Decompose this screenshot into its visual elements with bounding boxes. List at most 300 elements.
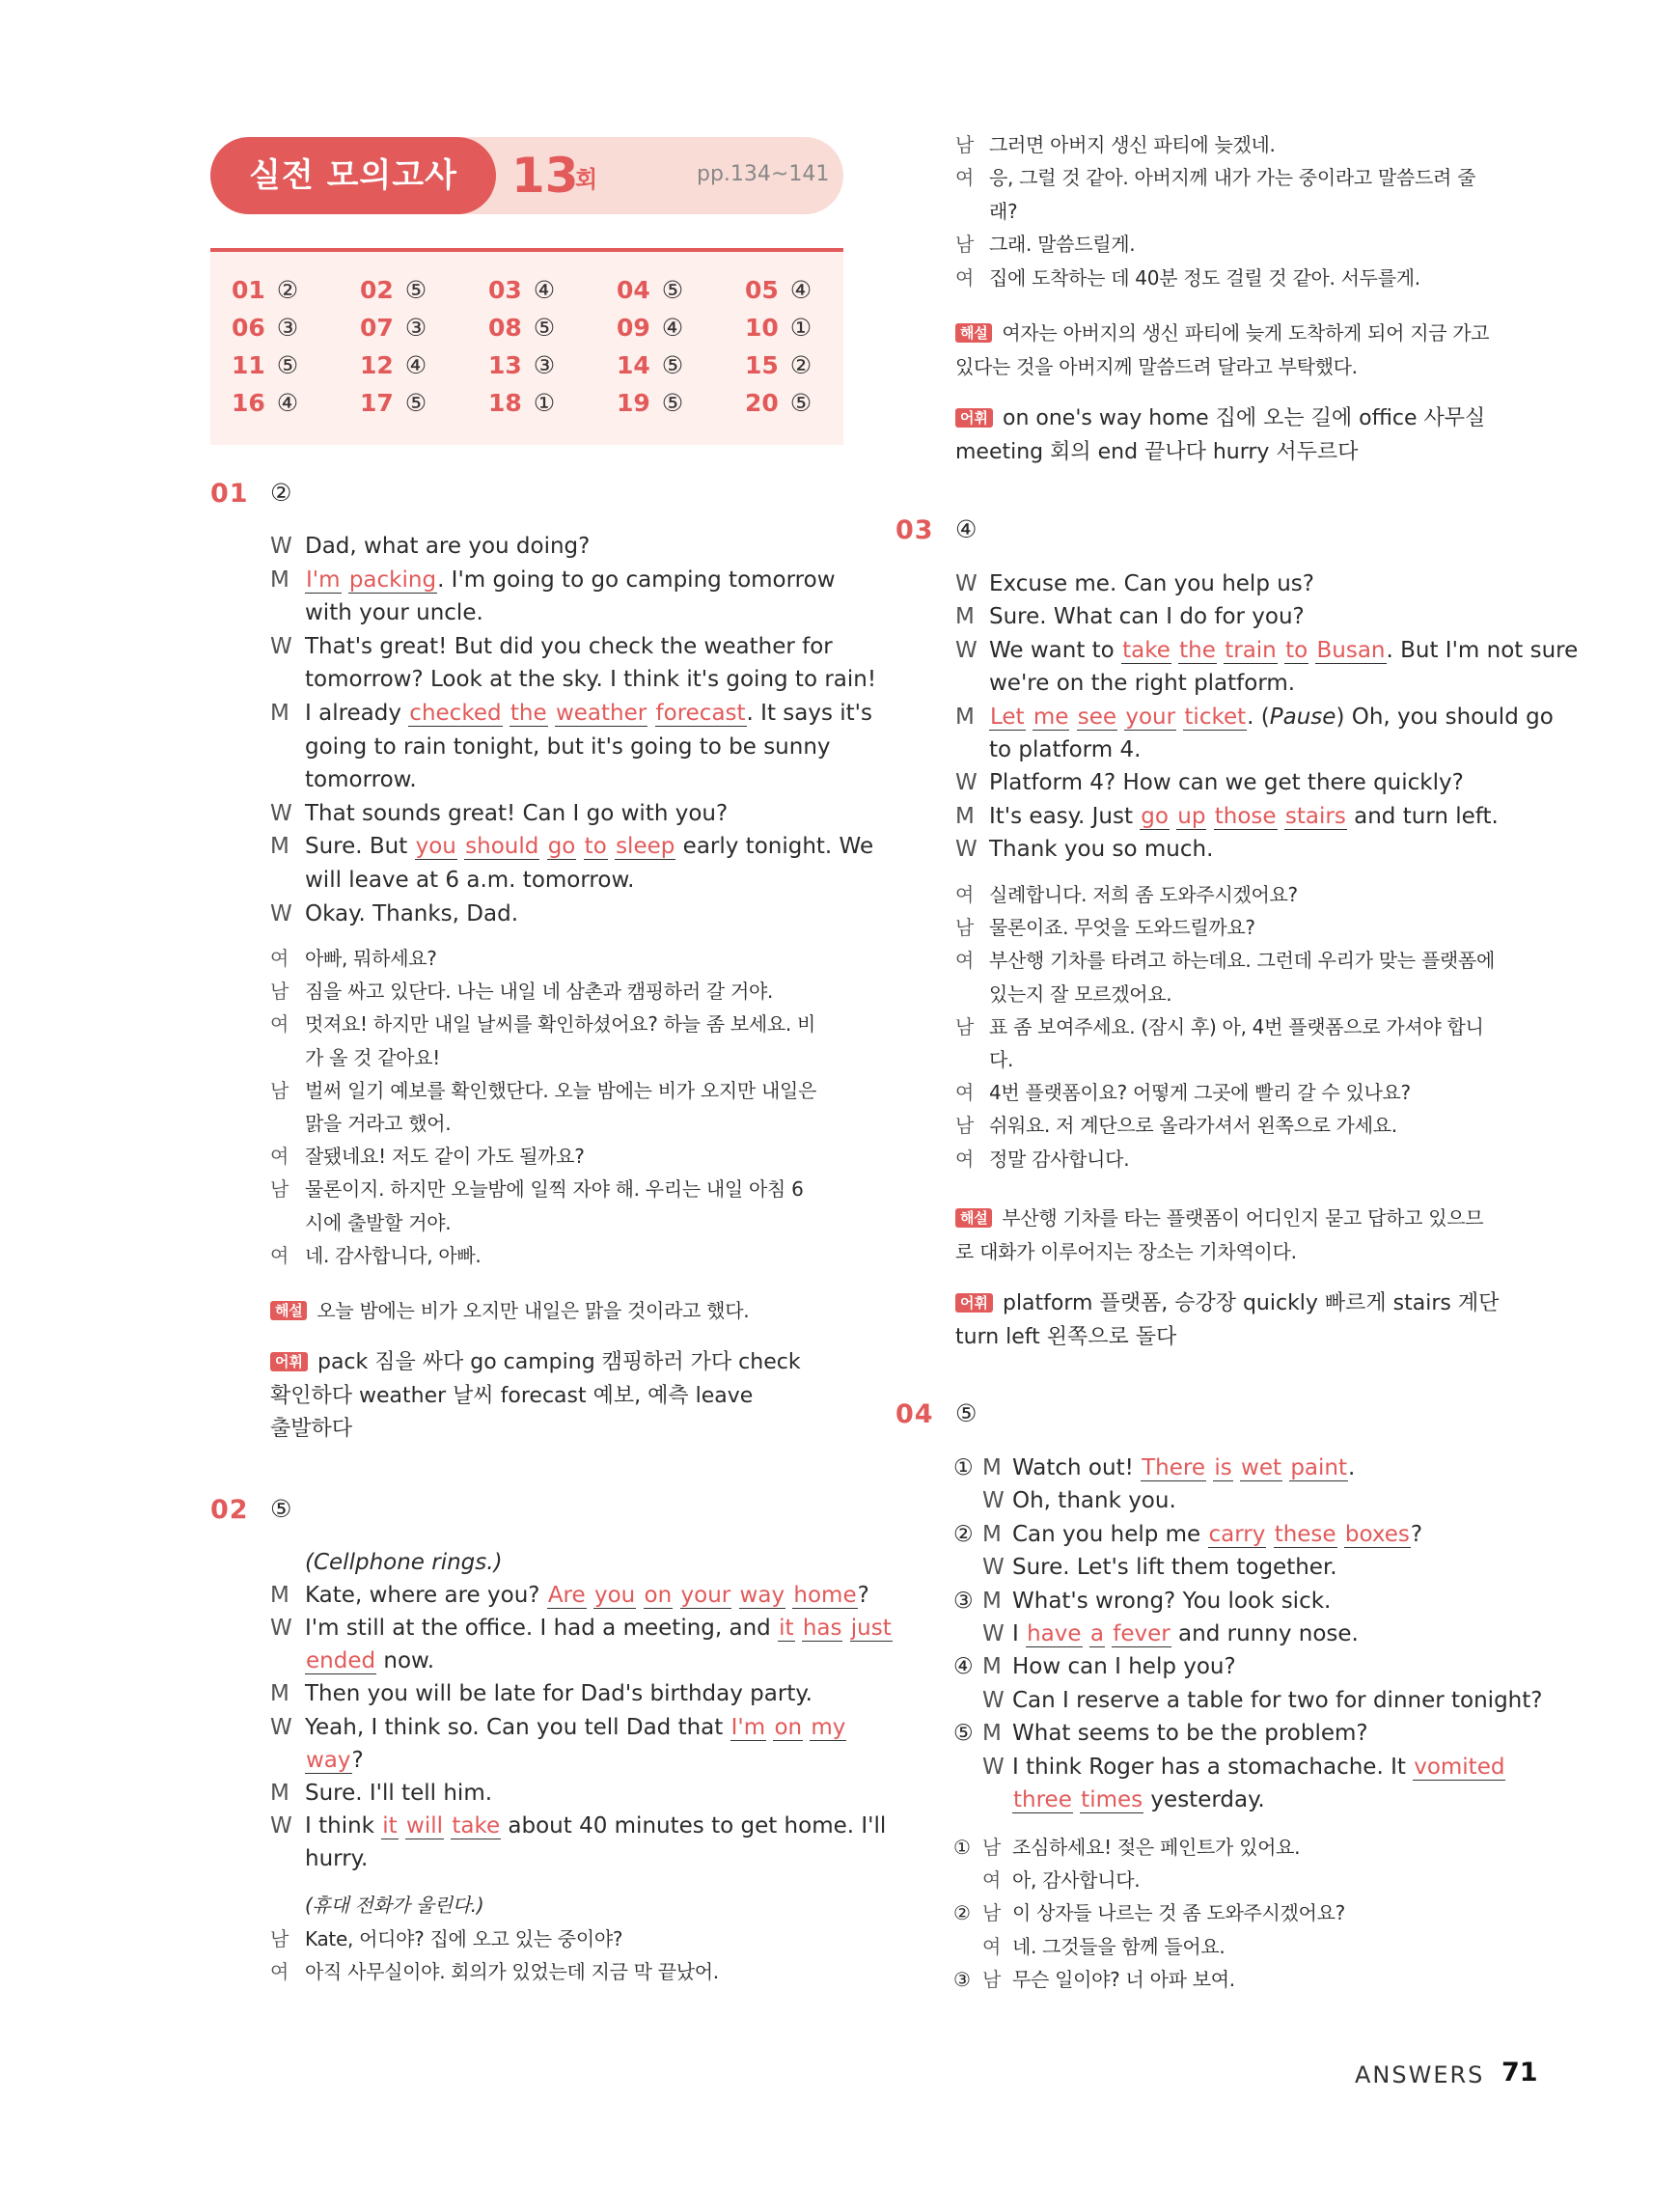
translation-line: 응, 그럴 것 같아. 아버지께 내가 가는 중이라고 말씀드려 줄 (989, 166, 1476, 190)
answer-blank: home (793, 1583, 857, 1609)
explanation-tag: 해설 (270, 1301, 307, 1320)
speaker-label: 남 (270, 1926, 289, 1950)
script-text: ) Oh, you should go (1336, 704, 1554, 730)
answer-key-number: 07 (360, 314, 394, 342)
translation-line: 멋져요! 하지만 내일 날씨를 확인하셨어요? 하늘 좀 보세요. 비 (305, 1012, 816, 1037)
answer-blank: stairs (1284, 803, 1346, 829)
answer-key-choice: ⑤ (789, 389, 812, 417)
speaker-label: 남 (982, 1901, 1002, 1925)
answer-blank: on (774, 1714, 803, 1740)
script-text: . It says it's (746, 701, 872, 726)
question-answer: ④ (955, 515, 978, 543)
speaker-label: 남 (955, 1014, 975, 1038)
answer-key-item (360, 389, 427, 417)
translation-line: 래? (989, 199, 1018, 223)
answer-key-choice: ② (276, 276, 299, 304)
answer-key-item (232, 276, 298, 304)
answer-blank: your (1125, 704, 1176, 730)
answer-key-choice: ④ (661, 314, 684, 342)
script-line (1012, 1783, 1265, 1817)
answer-blank: packing (348, 567, 437, 593)
script-text: . (1348, 1455, 1356, 1480)
answer-blank: should (465, 834, 539, 860)
script-text: Sure. But (305, 834, 415, 860)
script-text: I think (305, 1812, 382, 1839)
answer-blank: sleep (616, 834, 675, 860)
answer-blank: three (1013, 1787, 1072, 1812)
answer-blank: paint (1290, 1455, 1347, 1480)
speaker-label: W (982, 1621, 1005, 1646)
answer-key-choice: ① (789, 314, 812, 342)
script-text: we're on the right platform. (989, 671, 1296, 697)
speaker-label: 여 (955, 166, 975, 190)
question-answer: ② (270, 479, 292, 507)
answer-blank: a (1089, 1621, 1104, 1646)
script-line (305, 1842, 368, 1876)
vocabulary: 어휘 pack 짐을 싸다 go camping 캠핑하러 가다 check (270, 1346, 801, 1380)
script-text: How can I help you? (1012, 1654, 1236, 1680)
script-text: Sure. What can I do for you? (989, 604, 1305, 630)
script-text: Sure. I'll tell him. (305, 1780, 493, 1806)
answer-key-number: 15 (745, 351, 779, 379)
script-text: going to rain tonight, but it's going to be sunny (305, 733, 831, 760)
answer-blank: go (547, 834, 576, 860)
speaker-label: 여 (955, 265, 975, 290)
script-text: Kate, where are you? (305, 1583, 547, 1609)
answer-key-number: 02 (360, 276, 394, 304)
speaker-label: 남 (955, 916, 975, 940)
script-text: I (1012, 1621, 1027, 1646)
script-text: tomorrow? Look at the sky. I think it's going to rain! (305, 667, 877, 693)
vocabulary: 어휘 on one's way home 집에 오는 길에 office 사무실 (955, 402, 1485, 436)
answer-key-number: 08 (488, 314, 522, 342)
choice-number: ⑤ (953, 1721, 974, 1747)
question-answer: ⑤ (270, 1495, 292, 1523)
explanation: 로 대화가 이루어지는 장소는 기차역이다. (955, 1239, 1297, 1263)
script-text: tomorrow. (305, 767, 417, 793)
translation-line: 정말 감사합니다. (989, 1147, 1130, 1171)
script-line (989, 634, 1578, 668)
answer-key-choice: ⑤ (661, 276, 684, 304)
speaker-label: W (270, 1714, 292, 1740)
translation-line: 물론이죠. 무엇을 도와드릴까요? (989, 916, 1255, 940)
script-text: What seems to be the problem? (1012, 1721, 1368, 1747)
speaker-label: M (270, 1583, 289, 1609)
answer-key-number: 01 (232, 276, 265, 304)
speaker-label: M (982, 1721, 1002, 1747)
answer-blank: you (415, 834, 456, 860)
answer-blank: checked (409, 701, 502, 726)
answer-blank: have (1027, 1621, 1082, 1646)
answer-key-number: 09 (617, 314, 650, 342)
speaker-label: 여 (955, 949, 975, 973)
speaker-label: W (955, 637, 978, 663)
script-line (305, 1546, 503, 1580)
answer-key-number: 20 (745, 389, 779, 417)
script-text: now. (376, 1648, 435, 1674)
script-text: Can I reserve a table for two for dinner tonight? (1012, 1687, 1543, 1713)
translation-line: 물론이지. 하지만 오늘밤에 일찍 자야 해. 우리는 내일 아침 6 (305, 1177, 804, 1202)
script-text: Thank you so much. (989, 837, 1214, 863)
script-text: ? (1410, 1521, 1423, 1547)
script-line (989, 701, 1554, 734)
page-range: pp.134~141 (697, 162, 830, 186)
footer-label: ANSWERS (1355, 2061, 1485, 2088)
translation-line: 짐을 싸고 있단다. 나는 내일 네 삼촌과 캠핑하러 갈 거야. (305, 980, 774, 1004)
speaker-label: W (270, 800, 292, 826)
choice-number: ① (953, 1455, 974, 1480)
speaker-label: 남 (270, 1078, 289, 1102)
script-line (1012, 1717, 1368, 1751)
script-line (1012, 1618, 1359, 1651)
answer-key-choice: ④ (404, 351, 427, 379)
script-line (305, 596, 483, 630)
script-text: Yeah, I think so. Can you tell Dad that (305, 1714, 730, 1740)
translation-line: 다. (989, 1048, 1014, 1071)
answer-key-item (745, 314, 812, 342)
script-line (305, 1579, 869, 1613)
script-text: We want to (989, 637, 1122, 663)
translation-line: 네. 그것들을 함께 들어요. (1012, 1934, 1226, 1958)
vocabulary: meeting 회의 end 끝나다 hurry 서두르다 (955, 439, 1359, 464)
answer-key-choice: ⑤ (404, 389, 427, 417)
script-line (305, 663, 876, 697)
answer-key-item (745, 389, 812, 417)
speaker-label: 여 (982, 1934, 1002, 1958)
script-line (1012, 1484, 1176, 1518)
speaker-label: 남 (270, 1177, 289, 1202)
answer-blank: up (1177, 803, 1206, 829)
vocabulary-tag: 어휘 (955, 1293, 993, 1313)
answer-key-choice: ⑤ (404, 276, 427, 304)
script-line (305, 1612, 893, 1645)
speaker-label: M (982, 1455, 1002, 1480)
speaker-label: 여 (270, 1145, 289, 1169)
answer-blank: weather (555, 701, 647, 726)
translation-line: 아, 감사합니다. (1012, 1868, 1141, 1893)
answer-blank: see (1077, 704, 1117, 730)
speaker-label: W (955, 770, 978, 796)
script-text: . But I'm not sure (1386, 637, 1579, 663)
script-text: ? (857, 1583, 869, 1609)
speaker-label: M (270, 567, 289, 593)
script-line (305, 530, 590, 564)
speaker-label: 남 (982, 1967, 1002, 1991)
script-line (305, 1777, 492, 1811)
script-text: I think Roger has a stomachache. It (1012, 1754, 1414, 1780)
translation-line: 잘됐네요! 저도 같이 가도 될까요? (305, 1145, 585, 1169)
answer-key-item (488, 389, 555, 417)
choice-number: ② (953, 1901, 971, 1925)
speaker-label: W (982, 1754, 1005, 1780)
answer-key-number: 14 (617, 351, 650, 379)
answer-key-choice: ⑤ (276, 351, 299, 379)
script-text: Dad, what are you doing? (305, 534, 591, 559)
speaker-label: 남 (955, 133, 975, 156)
test-number-unit: 회 (575, 166, 598, 193)
script-line (305, 1810, 886, 1843)
answer-key-item (745, 351, 812, 379)
vocabulary-tag: 어휘 (955, 408, 993, 428)
script-line (305, 1744, 364, 1778)
speaker-label: 여 (270, 1012, 289, 1037)
answer-key-item (488, 351, 555, 379)
script-text: will leave at 6 a.m. tomorrow. (305, 868, 635, 893)
translation-line: 아빠, 뭐하세요? (305, 947, 437, 970)
script-line (989, 833, 1213, 867)
script-text: I'm still at the office. I had a meeting, and (305, 1616, 779, 1642)
translation-line: 벌써 일기 예보를 확인했단다. 오늘 밤에는 비가 오지만 내일은 (305, 1078, 817, 1102)
answer-key-item (232, 314, 298, 342)
script-line (1012, 1518, 1422, 1552)
answer-blank: the (1179, 637, 1216, 663)
vocabulary: 확인하다 weather 날씨 forecast 예보, 예측 leave (270, 1383, 754, 1408)
speaker-label: W (270, 900, 292, 926)
script-text: Can you help me (1012, 1521, 1208, 1547)
answer-key-number: 16 (232, 389, 265, 417)
stage-direction: Pause (1269, 704, 1336, 730)
script-text: hurry. (305, 1845, 369, 1871)
script-text: about 40 minutes to get home. I'll (501, 1812, 887, 1839)
speaker-label: 남 (270, 980, 289, 1004)
translation-line: 부산행 기차를 타려고 하는데요. 그런데 우리가 맞는 플랫폼에 (989, 949, 1495, 973)
speaker-label: M (982, 1521, 1002, 1547)
script-text: with your uncle. (305, 600, 483, 626)
script-line (305, 864, 634, 898)
speaker-label: M (270, 701, 289, 726)
answer-blank: these (1274, 1521, 1336, 1547)
answer-key-number: 12 (360, 351, 394, 379)
choice-number: ③ (953, 1967, 971, 1991)
answer-blank: train (1225, 637, 1277, 663)
answer-key-item (617, 276, 683, 304)
translation-line: 그래. 말씀드릴게. (989, 233, 1136, 257)
translation-line: 시에 출발할 거야. (305, 1210, 452, 1234)
vocabulary: 어휘 platform 플랫폼, 승강장 quickly 빠르게 stairs 계단 (955, 1287, 1499, 1321)
answer-blank: has (802, 1616, 842, 1642)
stage-direction: (Cellphone rings.) (305, 1550, 503, 1575)
answer-blank: is (1214, 1455, 1232, 1480)
script-text: ? (351, 1747, 364, 1773)
speaker-label: W (270, 534, 292, 559)
answer-blank: forecast (655, 701, 746, 726)
answer-blank: it (382, 1812, 398, 1839)
translation-line: 실례합니다. 저희 좀 도와주시겠어요? (989, 883, 1298, 906)
script-line (305, 731, 831, 764)
translation-line: 쉬워요. 저 계단으로 올라가셔서 왼쪽으로 가세요. (989, 1114, 1397, 1138)
speaker-label: W (955, 837, 978, 863)
translation-line: 집에 도착하는 데 40분 정도 걸릴 것 같아. 서두를게. (989, 265, 1420, 290)
answer-key-item (232, 351, 298, 379)
question-number: 02 (210, 1495, 249, 1525)
script-line (989, 800, 1499, 834)
speaker-label: W (982, 1555, 1005, 1581)
explanation-tag: 해설 (955, 323, 992, 343)
answer-blank: Busan (1316, 637, 1386, 663)
choice-number: ④ (953, 1654, 974, 1680)
script-line (305, 1645, 434, 1678)
vocabulary: 출발하다 (270, 1417, 353, 1442)
answer-key-choice: ⑤ (661, 351, 684, 379)
answer-blank: fever (1113, 1621, 1170, 1646)
script-line (305, 697, 872, 731)
answer-blank: will (406, 1812, 444, 1839)
explanation: 해설 부산행 기차를 타는 플랫폼이 어디인지 묻고 답하고 있으므 (955, 1202, 1483, 1235)
speaker-label: 여 (982, 1868, 1002, 1893)
script-line (305, 797, 728, 831)
script-line (305, 1711, 846, 1745)
answer-blank: wet (1241, 1455, 1281, 1480)
translation-line: (휴대 전화가 울린다.) (305, 1894, 484, 1917)
speaker-label: M (270, 1780, 289, 1806)
answer-key-number: 03 (488, 276, 522, 304)
answer-key-number: 06 (232, 314, 265, 342)
explanation: 있다는 것을 아버지께 말씀드려 달라고 부탁했다. (955, 354, 1358, 378)
choice-number: ② (953, 1521, 974, 1547)
translation-line: 있는지 잘 모르겠어요. (989, 982, 1172, 1006)
script-text: early tonight. We (675, 834, 874, 860)
script-line (989, 667, 1295, 701)
script-line (1012, 1684, 1542, 1718)
script-text: Sure. Let's lift them together. (1012, 1555, 1337, 1581)
answer-key-choice: ⑤ (661, 389, 684, 417)
answer-blank: I'm (306, 567, 341, 593)
answer-blank: I'm (730, 1714, 766, 1740)
test-number: 13 (511, 148, 579, 204)
answer-blank: on (644, 1583, 673, 1609)
answer-key-number: 17 (360, 389, 394, 417)
script-text: I already (305, 701, 409, 726)
script-line (305, 564, 836, 597)
explanation-tag: 해설 (955, 1208, 992, 1228)
speaker-label: M (955, 604, 975, 630)
speaker-label: M (982, 1588, 1002, 1614)
vocabulary-tag: 어휘 (270, 1352, 308, 1371)
page-number: 71 (1501, 2058, 1538, 2088)
question-answer: ⑤ (955, 1399, 978, 1427)
answer-key-number: 10 (745, 314, 779, 342)
answer-blank: vomited (1414, 1754, 1505, 1780)
question-number: 01 (210, 479, 249, 509)
speaker-label: W (270, 633, 292, 659)
speaker-label: M (955, 803, 975, 829)
script-text: It's easy. Just (989, 803, 1141, 829)
script-line (1012, 1585, 1331, 1618)
speaker-label: 여 (270, 947, 289, 970)
script-line (305, 763, 417, 797)
answer-key-item (617, 314, 683, 342)
answer-key-item (360, 314, 427, 342)
script-text: That's great! But did you check the weather for (305, 633, 833, 659)
speaker-label: 남 (982, 1836, 1002, 1859)
answer-key-item (488, 314, 555, 342)
script-line (1012, 1650, 1236, 1684)
speaker-label: 남 (955, 233, 975, 257)
script-line (305, 830, 873, 864)
script-line (305, 630, 833, 664)
script-text: Oh, thank you. (1012, 1488, 1176, 1514)
answer-blank: me (1033, 704, 1069, 730)
script-text: . ( (1247, 704, 1270, 730)
answer-blank: go (1141, 803, 1169, 829)
speaker-label: M (270, 834, 289, 860)
answer-key-choice: ④ (789, 276, 812, 304)
speaker-label: M (955, 704, 975, 730)
translation-line: 4번 플랫폼이요? 어떻게 그곳에 빨리 갈 수 있나요? (989, 1081, 1411, 1105)
question-number: 04 (895, 1399, 934, 1429)
answer-blank: you (593, 1583, 636, 1609)
script-text: and turn left. (1346, 803, 1499, 829)
script-text: Then you will be late for Dad's birthday party. (305, 1681, 812, 1707)
answer-key-item (360, 351, 427, 379)
answer-key-choice: ② (789, 351, 812, 379)
answer-key-number: 11 (232, 351, 265, 379)
answer-blank: your (680, 1583, 731, 1609)
speaker-label: 여 (270, 1243, 289, 1267)
translation-line: 네. 감사합니다, 아빠. (305, 1243, 482, 1267)
translation-line: 표 좀 보여주세요. (잠시 후) 아, 4번 플랫폼으로 가셔야 합니 (989, 1014, 1484, 1038)
script-line (1012, 1751, 1505, 1784)
header-title: 실전 모의고사 (210, 137, 496, 214)
answer-blank: the (510, 701, 547, 726)
answer-blank: There (1142, 1455, 1206, 1480)
answer-blank: carry (1208, 1521, 1266, 1547)
speaker-label: 여 (955, 1081, 975, 1105)
speaker-label: 여 (955, 1147, 975, 1171)
speaker-label: 여 (270, 1960, 289, 1984)
answer-blank: times (1081, 1787, 1143, 1812)
answer-key-number: 05 (745, 276, 779, 304)
answer-blank: my (811, 1714, 846, 1740)
answer-key-item (745, 276, 812, 304)
explanation: 해설 오늘 밤에는 비가 오지만 내일은 맑을 것이라고 했다. (270, 1294, 749, 1328)
answer-key-choice: ④ (276, 389, 299, 417)
answer-key-item (617, 389, 683, 417)
answer-blank: way (306, 1747, 351, 1773)
answer-blank: just (850, 1616, 892, 1642)
speaker-label: 남 (955, 1114, 975, 1138)
script-line (989, 567, 1314, 601)
answer-blank: take (1122, 637, 1170, 663)
speaker-label: M (982, 1654, 1002, 1680)
answer-key-item (617, 351, 683, 379)
translation-line: Kate, 어디야? 집에 오고 있는 중이야? (305, 1926, 623, 1950)
script-line (305, 1677, 812, 1711)
answer-key-choice: ④ (533, 276, 556, 304)
script-line (1012, 1452, 1355, 1485)
answer-blank: boxes (1344, 1521, 1410, 1547)
script-text: That sounds great! Can I go with you? (305, 800, 729, 826)
question-number: 03 (895, 515, 934, 545)
speaker-label: W (270, 1812, 292, 1839)
answer-blank: ticket (1184, 704, 1247, 730)
answer-key-choice: ③ (533, 351, 556, 379)
explanation: 해설 여자는 아버지의 생신 파티에 늦게 도착하게 되어 지금 가고 (955, 317, 1489, 350)
answer-key-number: 13 (488, 351, 522, 379)
script-line (989, 600, 1305, 634)
answer-blank: to (584, 834, 607, 860)
answer-blank: it (779, 1616, 794, 1642)
answer-blank: to (1285, 637, 1308, 663)
script-line (989, 733, 1141, 767)
script-text: Okay. Thanks, Dad. (305, 900, 519, 926)
vocabulary: turn left 왼쪽으로 돌다 (955, 1324, 1177, 1349)
answer-key-number: 18 (488, 389, 522, 417)
speaker-label: W (955, 571, 978, 596)
answer-blank: Let (990, 704, 1025, 730)
script-text: What's wrong? You look sick. (1012, 1588, 1332, 1614)
script-text: Watch out! (1012, 1455, 1142, 1480)
